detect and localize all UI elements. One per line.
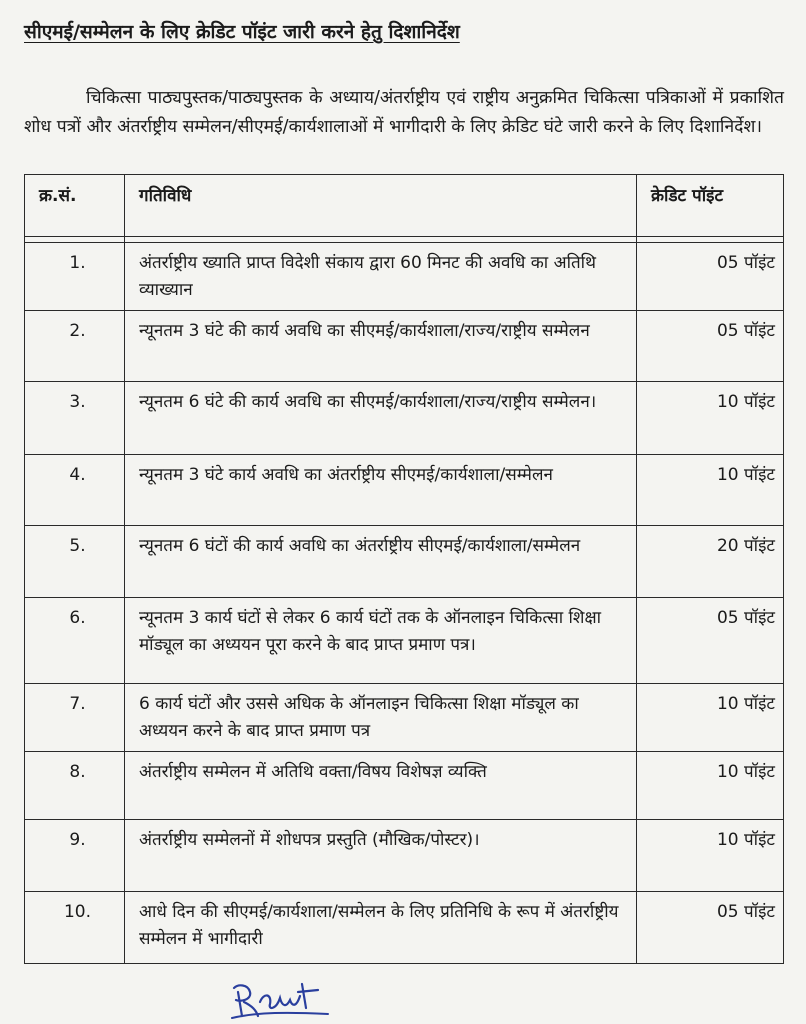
credit-cell: 05 पॉइंट — [637, 892, 784, 964]
table-row — [25, 752, 784, 820]
table-row — [25, 684, 784, 752]
credit-cell: 05 पॉइंट — [637, 598, 784, 684]
table-row — [25, 311, 784, 382]
activity-cell: न्यूनतम 3 कार्य घंटों से लेकर 6 कार्य घंटों तक के ऑनलाइन चिकित्सा शिक्षा मॉड्यूल का अध्ययन पूरा करने के बाद प्राप्त प्रमाण पत्र। — [125, 598, 637, 684]
header-serial: क्र.सं. — [25, 175, 125, 237]
credit-cell: 05 पॉइंट — [637, 243, 784, 311]
intro-paragraph: चिकित्सा पाठ्यपुस्तक/पाठ्यपुस्तक के अध्याय/अंतर्राष्ट्रीय एवं राष्ट्रीय अनुक्रमित चिकित्सा पत्रिकाओं में प्रकाशित शोध पत्रों और अंतर्राष्ट्रीय सम्मेलन/सीएमई/कार्यशालाओं में भागीदारी के लिए क्रेडिट घंटे जारी करने के लिए दिशानिर्देश। — [24, 87, 784, 137]
table-row — [25, 243, 784, 311]
table-header-row — [25, 175, 784, 237]
credit-cell: 10 पॉइंट — [637, 752, 784, 820]
activity-cell: न्यूनतम 3 घंटे की कार्य अवधि का सीएमई/कार्यशाला/राज्य/राष्ट्रीय सम्मेलन — [125, 311, 637, 382]
activity-cell: अंतर्राष्ट्रीय ख्याति प्राप्त विदेशी संकाय द्वारा 60 मिनट की अवधि का अतिथि व्याख्यान — [125, 243, 637, 311]
serial-cell: 7. — [25, 684, 125, 752]
activity-cell: अंतर्राष्ट्रीय सम्मेलन में अतिथि वक्ता/विषय विशेषज्ञ व्यक्ति — [125, 752, 637, 820]
serial-cell: 1. — [25, 243, 125, 311]
header-credit: क्रेडिट पॉइंट — [637, 175, 784, 237]
table-row — [25, 892, 784, 964]
serial-cell: 9. — [25, 820, 125, 892]
credit-cell: 10 पॉइंट — [637, 382, 784, 455]
page-title: सीएमई/सम्मेलन के लिए क्रेडिट पॉइंट जारी करने हेतु दिशानिर्देश — [24, 21, 460, 43]
activity-cell: न्यूनतम 6 घंटे की कार्य अवधि का सीएमई/कार्यशाला/राज्य/राष्ट्रीय सम्मेलन। — [125, 382, 637, 455]
table-row — [25, 820, 784, 892]
serial-cell: 10. — [25, 892, 125, 964]
activity-cell: न्यूनतम 3 घंटे कार्य अवधि का अंतर्राष्ट्रीय सीएमई/कार्यशाला/सम्मेलन — [125, 455, 637, 526]
table-row — [25, 382, 784, 455]
table-row — [25, 598, 784, 684]
serial-cell: 4. — [25, 455, 125, 526]
activity-cell: न्यूनतम 6 घंटों की कार्य अवधि का अंतर्राष्ट्रीय सीएमई/कार्यशाला/सम्मेलन — [125, 526, 637, 598]
credit-cell: 10 पॉइंट — [637, 820, 784, 892]
table-row — [25, 455, 784, 526]
table-row — [25, 526, 784, 598]
serial-cell: 2. — [25, 311, 125, 382]
activity-cell: अंतर्राष्ट्रीय सम्मेलनों में शोधपत्र प्रस्तुति (मौखिक/पोस्टर)। — [125, 820, 637, 892]
credit-cell: 10 पॉइंट — [637, 684, 784, 752]
credit-points-table — [24, 174, 784, 964]
handwritten-signature — [228, 978, 338, 1024]
activity-cell: आधे दिन की सीएमई/कार्यशाला/सम्मेलन के लिए प्रतिनिधि के रूप में अंतर्राष्ट्रीय सम्मेलन में भागीदारी — [125, 892, 637, 964]
credit-cell: 20 पॉइंट — [637, 526, 784, 598]
serial-cell: 5. — [25, 526, 125, 598]
credit-cell: 05 पॉइंट — [637, 311, 784, 382]
serial-cell: 6. — [25, 598, 125, 684]
serial-cell: 3. — [25, 382, 125, 455]
header-activity: गतिविधि — [125, 175, 637, 237]
serial-cell: 8. — [25, 752, 125, 820]
activity-cell: 6 कार्य घंटों और उससे अधिक के ऑनलाइन चिकित्सा शिक्षा मॉड्यूल का अध्ययन करने के बाद प्राप्त प्रमाण पत्र — [125, 684, 637, 752]
credit-cell: 10 पॉइंट — [637, 455, 784, 526]
